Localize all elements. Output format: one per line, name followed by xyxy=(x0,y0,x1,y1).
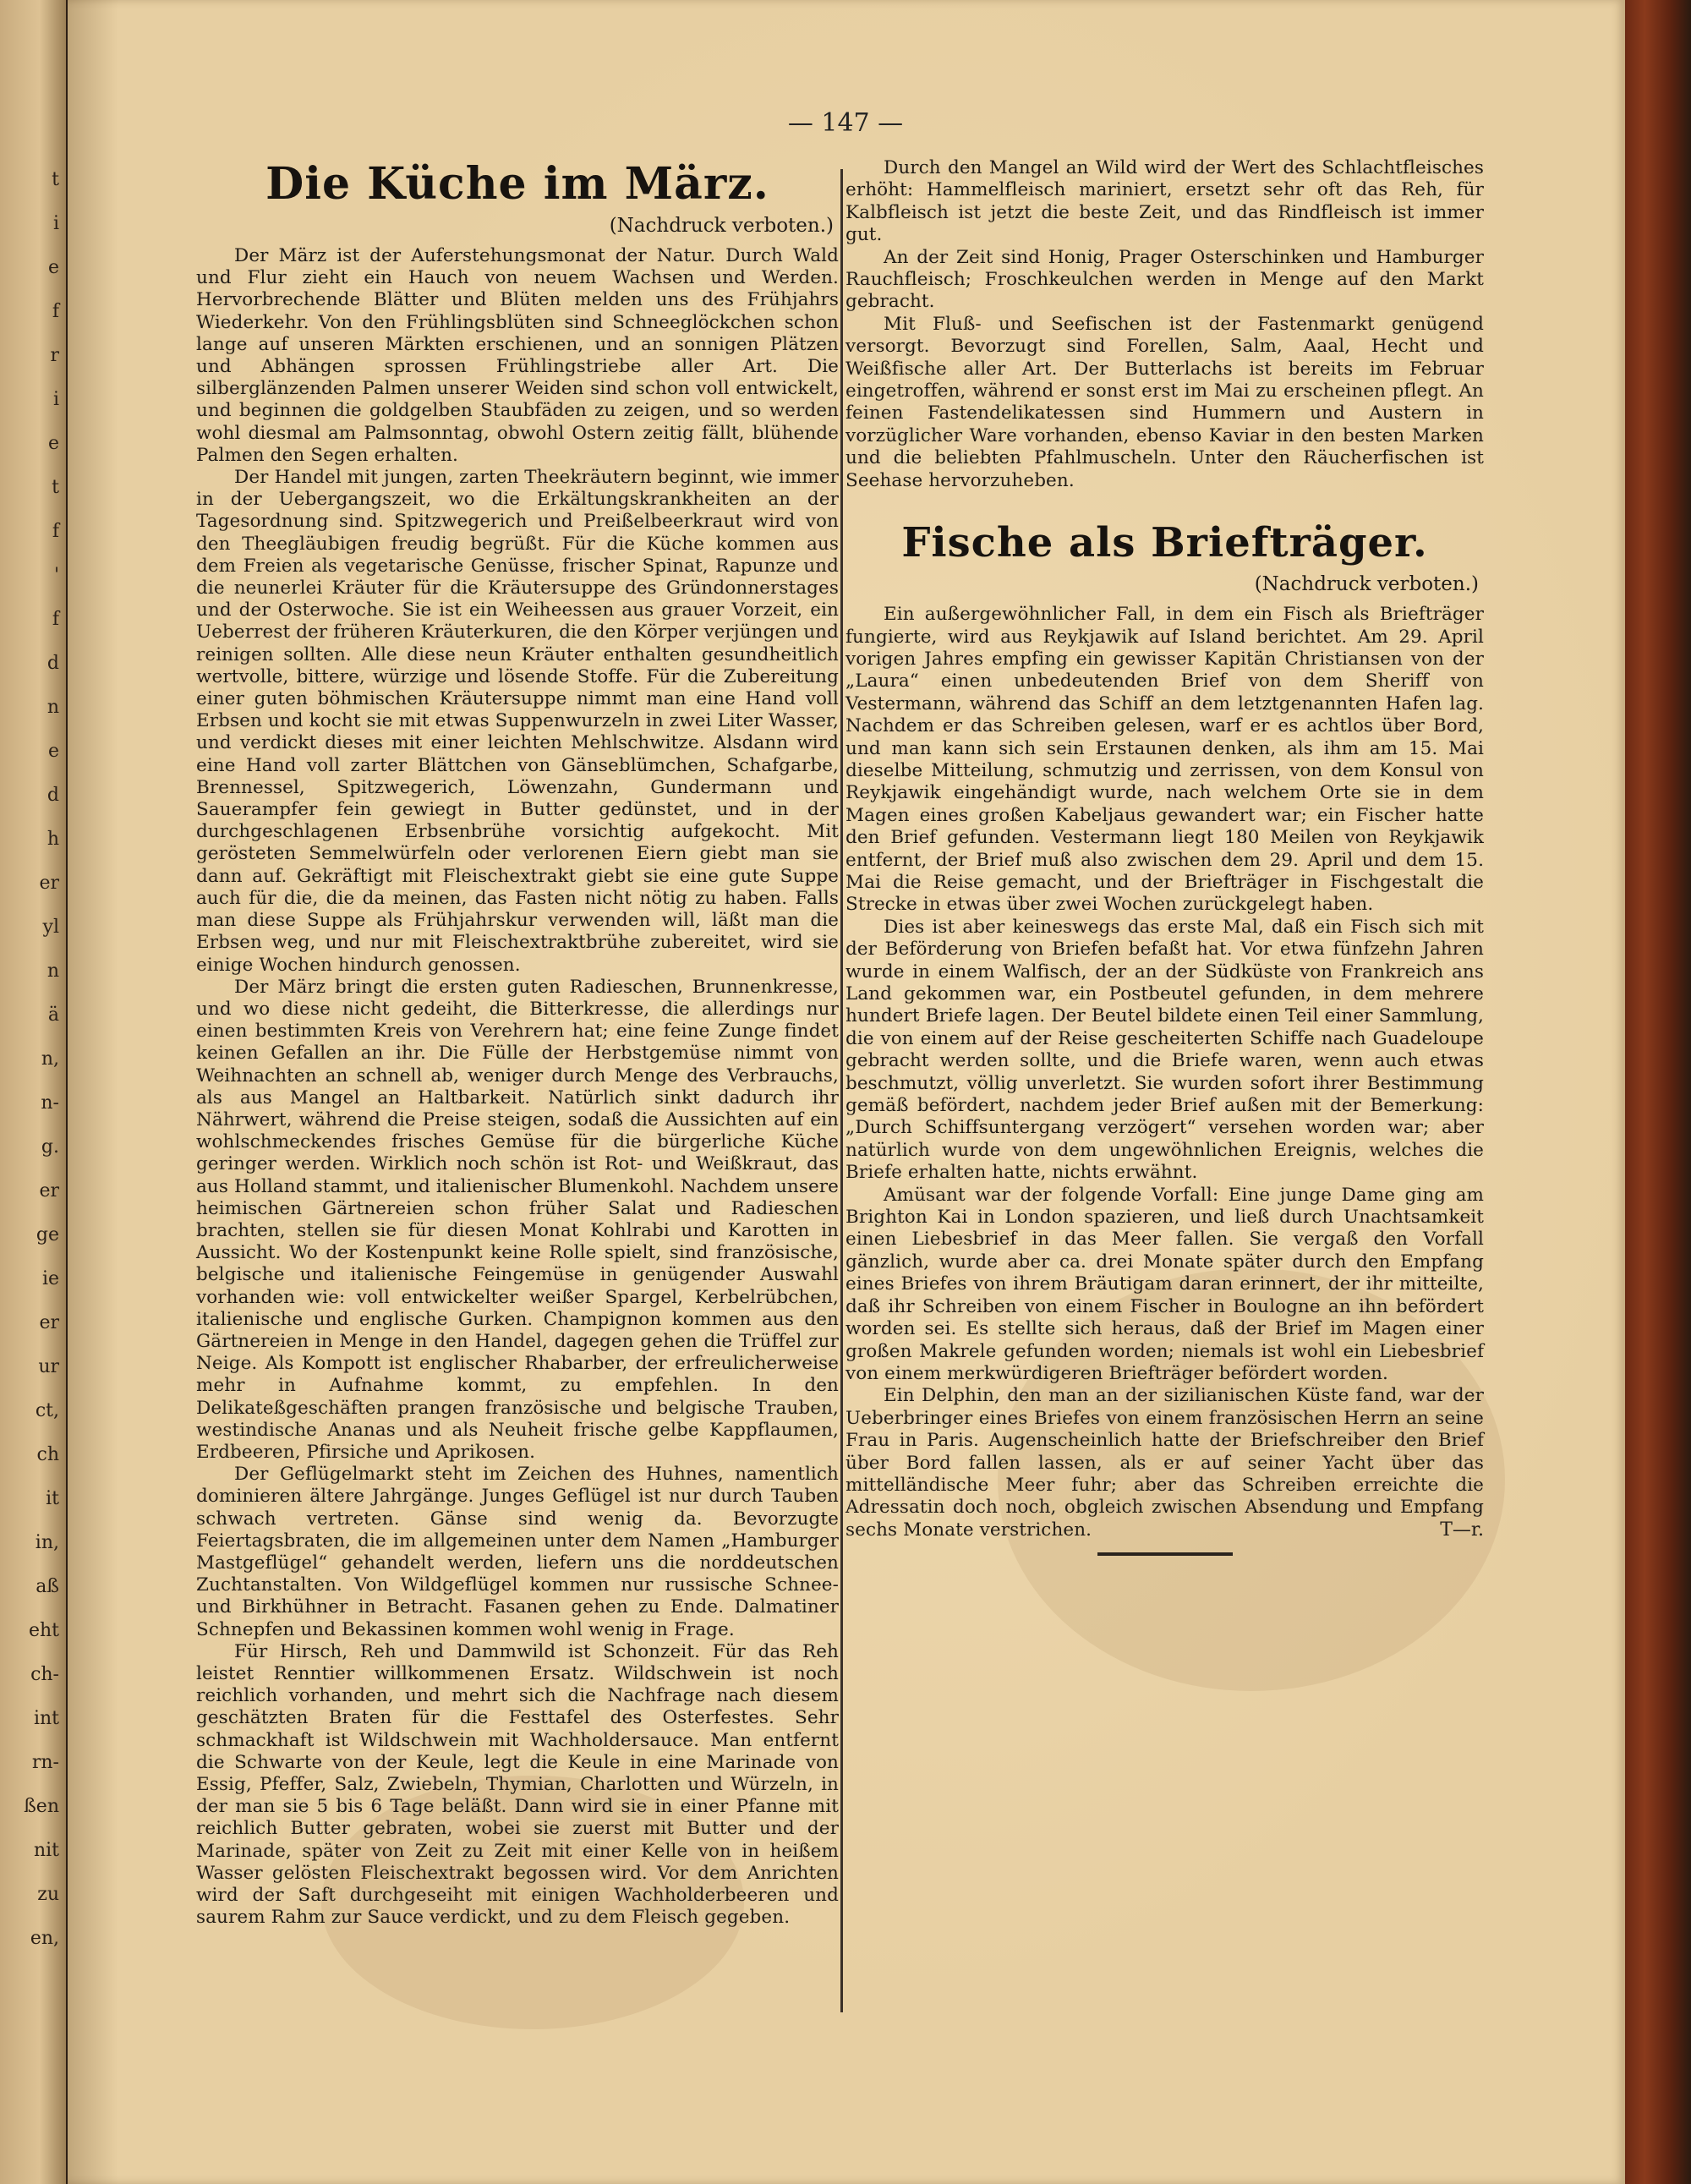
previous-page-fragment: ur xyxy=(38,1356,59,1377)
previous-page-fragment: int xyxy=(33,1708,59,1729)
paragraph: Für Hirsch, Reh und Dammwild ist Schonzeit. Für das Reh leistet Renntier willkommenen Ersatz. Wildschwein ist noch reichlich vorhanden, und mehrt sich die Nachfrage nach diesem geschätzten Braten für die Festtafel des Osterfestes. Sehr schmackhaft ist Wildschwein mit Wachholdersauce. Man entfernt die Schwarte von der Keule, legt die Keule in eine Marinade von Essig, Pfeffer, Salz, Zwiebeln, Thymian, Charlotten und Würzeln, in der man sie 5 bis 6 Tage beläßt. Dann wird sie in einer Pfanne mit reichlich Butter gebraten, wobei sie zuerst mit Butter und der Marinade, später von Zeit zu Zeit mit einer Kelle von in heißem Wasser gelösten Fleischextrakt begossen wird. Vor dem Anrichten wird der Saft durchgeseiht mit einigen Wachholderbeeren und saurem Rahm zur Sauce verdickt, und zu dem Fleisch gegeben. xyxy=(196,1640,839,1929)
previous-page-fragment: h xyxy=(47,829,59,850)
previous-page-fragment: n, xyxy=(41,1048,59,1070)
author-signature: T—r. xyxy=(1440,1519,1484,1541)
previous-page-fragment: ch xyxy=(36,1444,59,1465)
previous-page-fragment: f xyxy=(52,609,59,630)
previous-page-fragment: i xyxy=(52,213,59,234)
paragraph: Mit Fluß- und Seefischen ist der Fastenmarkt genügend versorgt. Bevorzugt sind Forellen, Salm, Aaal, Hecht und Weißfische aller Art. Der Butterlachs ist bereits im Februar eingetroffen, während er sonst erst im Mai zu erscheinen pflegt. An feinen Fastendelikatessen sind Hummern und Austern in vorzüglicher Ware vorhanden, ebenso Kaviar in den besten Marken und die beliebten Pfahlmuscheln. Unter den Räucherfischen ist Seehase hervorzuheben. xyxy=(846,313,1484,491)
previous-page-fragment: ä xyxy=(47,1004,59,1026)
previous-page-fragment: ßen xyxy=(24,1796,59,1817)
paragraph: Ein außergewöhnlicher Fall, in dem ein Fisch als Briefträger fungierte, wird aus Reykjawik auf Island berichtet. Am 29. April vorigen Jahres empfing ein gewisser Kapitän Christiansen von der „Laura“ einen unbedeutenden Brief von dem Sheriff von Vestermann, während das Schiff an dem letztgenannten Hafen lag. Nachdem er das Schreiben gelesen, warf er es achtlos über Bord, und man kann sich sein Erstaunen denken, als ihm am 15. Mai dieselbe Mitteilung, schmutzig und zerrissen, von dem Konsul von Reykjawik eingehändigt wurde, nach welchem Orte sie in dem Magen eines großen Kabeljaus gewandert war; ein Fischer hatte den Brief gefunden. Vestermann liegt 180 Meilen von Reykjawik entfernt, der Brief muß also zwischen dem 29. April und dem 15. Mai die Reise gemacht, und der Briefträger in Fischgestalt die Strecke in etwas über zwei Wochen zurückgelegt haben. xyxy=(846,604,1484,916)
end-rule xyxy=(1097,1552,1233,1556)
previous-page-fragment: g. xyxy=(41,1136,59,1158)
previous-page-fragment: it xyxy=(46,1488,59,1509)
paragraph: Der März bringt die ersten guten Radieschen, Brunnenkresse, und wo diese nicht gedeiht, die Bitterkresse, die allerdings nur einen bestimmten Kreis von Verehrern hat; eine feine Zunge findet keinen Gefallen an ihr. Die Fülle der Herbstgemüse nimmt von Weihnachten an schnell ab, weniger durch Menge des Verbrauchs, als aus Mangel an Haltbarkeit. Natürlich sinkt dadurch ihr Nährwert, während die Preise steigen, sodaß die Aussichten auf ein wohlschmeckendes frisches Gemüse für die bürgerliche Küche geringer werden. Wirklich noch schön ist Rot- und Weißkraut, das aus Holland stammt, und italienischer Blumenkohl. Nachdem unsere heimischen Gärtnereien schon früher Salat und Radieschen brachten, stellen sie für diesen Monat Kohlrabi und Karotten in Aussicht. Wo der Kostenpunkt keine Rolle spielt, sind französische, belgische und italienische Feingemüse in genügender Auswahl vorhanden wie: voll entwickelter weißer Spargel, Kerbelrübchen, italienische und englische Gurken. Champignon kommen aus den Gärtnereien in Menge in den Handel, dagegen gehen die Trüffel zur Neige. Als Kompott ist englischer Rhabarber, der erfreulicherweise mehr in Aufnahme kommt, zu empfehlen. In den Delikateßgeschäften prangen französische und belgische Trauben, westindische Ananas und als Neuheit frische gelbe Kappflaumen, Erdbeeren, Pfirsiche und Aprikosen. xyxy=(196,976,839,1463)
previous-page-fragment: f xyxy=(52,521,59,542)
previous-page-fragment: er xyxy=(39,1180,59,1201)
previous-page-fragment: r xyxy=(50,345,59,366)
previous-page-fragment: aß xyxy=(36,1576,59,1597)
page-number: — 147 — xyxy=(787,108,904,138)
previous-page-fragment: e xyxy=(47,433,59,454)
previous-page-fragment: t xyxy=(52,477,59,498)
paragraph: An der Zeit sind Honig, Prager Osterschinken und Hamburger Rauchfleisch; Froschkeulchen werden in Menge auf den Markt gebracht. xyxy=(846,246,1484,313)
previous-page-fragment: t xyxy=(52,169,59,190)
previous-page-fragment: nit xyxy=(33,1840,59,1861)
previous-page-edge xyxy=(0,0,66,2184)
paragraph: Amüsant war der folgende Vorfall: Eine junge Dame ging am Brighton Kai in London spazieren, und ließ durch Unachtsamkeit einen Liebesbrief in das Meer fallen. Sie vergaß den Vorfall gänzlich, wurde aber ca. drei Monate später durch den Empfang eines Briefes von ihrem Bräutigam daran erinnert, der ihr mitteilte, daß ihr Schreiben von einem Fischer in Boulogne an ihn befördert worden sei. Es stellte sich heraus, daß der Brief im Magen einer großen Makrele gefunden worden; niemals ist wohl ein Liebesbrief von einem merkwürdigeren Briefträger befördert worden. xyxy=(846,1184,1484,1384)
previous-page-fragment: n xyxy=(47,961,59,982)
paragraph: Der Geflügelmarkt steht im Zeichen des Huhnes, namentlich dominieren ältere Jahrgänge. Junges Geflügel ist nur durch Tauben schwach vertreten. Gänse sind wenig da. Bevorzugte Feiertagsbraten, die im allgemeinen unter dem Namen „Hamburger Mastgeflügel“ gehandelt werden, liefern uns die norddeutschen Zuchtanstalten. Von Wildgeflügel kommen nur russische Schnee- und Birkhühner in Betracht. Fasanen gehen zu Ende. Dalmatiner Schnepfen und Bekassinen kommen wohl wenig in Frage. xyxy=(196,1464,839,1640)
previous-page-fragment: n- xyxy=(41,1092,59,1114)
previous-page-fragment: in, xyxy=(35,1532,59,1553)
paragraph: Der Handel mit jungen, zarten Theekräutern beginnt, wie immer in der Uebergangszeit, wo die Erkältungskrankheiten an der Tagesordnung sind. Spitzwegerich und Preißelbeerkraut wird von den Theegläubigen freudig begrüßt. Für die Küche kommen aus dem Freien als vegetarische Genüsse, frischer Spinat, Rapunze und die neunerlei Kräuter für die Kräutersuppe des Gründonnerstages und der Osterwoche. Sie ist ein Weiheessen aus grauer Vorzeit, ein Ueberrest der früheren Kräuterkuren, die den Körper verjüngen und reinigen sollten. Alle diese neun Kräuter enthalten gesundheitlich wertvolle, bittere, würzige und lösende Stoffe. Für die Zubereitung einer guten böhmischen Kräutersuppe nimmt man eine Hand voll Erbsen und kocht sie mit etwas Suppenwurzeln in zwei Liter Wasser, und verdickt dieses mit einer leichten Mehlschwitze. Alsdann wird eine Hand voll zarter Blättchen von Gänseblümchen, Schafgarbe, Brennessel, Spitzwegerich, Löwenzahn, Gundermann und Sauerampfer fein gewiegt in Butter gedünstet, und in der durchgeschlagenen Erbsenbrühe vorsichtig aufgekocht. Mit gerösteten Semmelwürfeln oder verlorenen Eiern giebt man sie dann auf. Gekräftigt mit Fleischextrakt giebt sie eine gute Suppe auch für die, die da meinen, das Fasten nicht nötig zu haben. Falls man diese Suppe als Frühjahrskur verwenden will, läßt man die Erbsen weg, und nur mit Fleischextraktbrühe zubereitet, wird sie einige Wochen hindurch genossen. xyxy=(196,467,839,976)
article-title: Die Küche im März. xyxy=(265,158,769,210)
column-divider xyxy=(840,169,843,2012)
previous-page-fragment: rn- xyxy=(31,1752,59,1773)
reprint-note: (Nachdruck verboten.) xyxy=(609,215,834,237)
paragraph: Ein Delphin, den man an der sizilianischen Küste fand, war der Ueberbringer eines Briefes von einem französischen Herrn an seine Frau in Paris. Augenscheinlich hatte der Briefschreiber den Brief über Bord fallen lassen, als er auf seiner Yacht über das mittelländische Meer fuhr; aber das Schreiben erreichte die Adressatin doch noch, obgleich zwischen Absendung und Empfang sechs Monate verstrichen. xyxy=(846,1385,1484,1541)
previous-page-fragment: eht xyxy=(28,1620,59,1641)
previous-page-fragment: e xyxy=(47,257,59,278)
left-column xyxy=(196,157,839,1929)
previous-page-fragment: en, xyxy=(30,1928,59,1949)
previous-page-fragment: ct, xyxy=(35,1400,59,1421)
book-cover-edge xyxy=(1625,0,1691,2184)
previous-page-fragment: er xyxy=(39,873,59,894)
previous-page-fragment: zu xyxy=(37,1884,59,1905)
previous-page-fragment: ie xyxy=(41,1268,59,1289)
previous-page-fragment: f xyxy=(52,301,59,322)
paragraph: Dies ist aber keineswegs das erste Mal, daß ein Fisch sich mit der Beförderung von Briefen befaßt hat. Vor etwa fünfzehn Jahren wurde in einem Walfisch, der an der Südküste von Frankreich ans Land gekommen war, ein Postbeutel gefunden, in dem mehrere hundert Briefe lagen. Der Beutel bildete einen Teil einer Sammlung, die von einem auf der Reise gescheiterten Schiffe nach Guadeloupe gebracht werden sollte, und die Briefe waren, wenn auch etwas beschmutzt, völlig unverletzt. Sie wurden sofort ihrer Bestimmung gemäß befördert, nachdem jeder Brief außen mit der Bemerkung: „Durch Schiffsuntergang verzögert“ versehen worden war; aber natürlich wurde von dem ungewöhnlichen Ereignis, welches die Briefe erhalten hatte, nichts erwähnt. xyxy=(846,916,1484,1184)
paragraph: Durch den Mangel an Wild wird der Wert des Schlachtfleisches erhöht: Hammelfleisch mariniert, ersetzt sehr oft das Reh, für Kalbfleisch ist jetzt die beste Zeit, und das Rindfleisch ist immer gut. xyxy=(846,157,1484,246)
paragraph: Der März ist der Auferstehungsmonat der Natur. Durch Wald und Flur zieht ein Hauch von neuem Wachsen und Werden. Hervorbrechende Blätter und Blüten melden uns des Frühjahrs Wiederkehr. Von den Frühlingsblüten sind Schneeglöckchen schon lange auf unseren Märkten erschienen, und an sonnigen Plätzen und Abhängen sprossen Frühlingstriebe aller Art. Die silberglänzenden Palmen unserer Weiden sind schon voll entwickelt, und beginnen die goldgelben Staubfäden zu zeigen, und so werden wohl diesmal am Palmsonntag, obwohl Ostern zeitig fällt, blühende Palmen den Segen erhalten. xyxy=(196,245,839,466)
previous-page-fragment: e xyxy=(47,741,59,762)
previous-page-fragment: er xyxy=(39,1312,59,1333)
right-column xyxy=(846,157,1484,1556)
previous-page-fragment: ' xyxy=(53,565,59,586)
previous-page-fragment: d xyxy=(47,785,59,806)
previous-page-fragment: n xyxy=(47,697,59,718)
article-title: Fische als Briefträger. xyxy=(901,519,1428,567)
previous-page-fragment: d xyxy=(47,653,59,674)
reprint-note: (Nachdruck verboten.) xyxy=(1254,573,1479,596)
previous-page-fragment: ch- xyxy=(30,1664,59,1685)
previous-page-fragment: yl xyxy=(42,917,59,938)
previous-page-fragment: i xyxy=(52,389,59,410)
previous-page-fragment: ge xyxy=(36,1224,59,1245)
